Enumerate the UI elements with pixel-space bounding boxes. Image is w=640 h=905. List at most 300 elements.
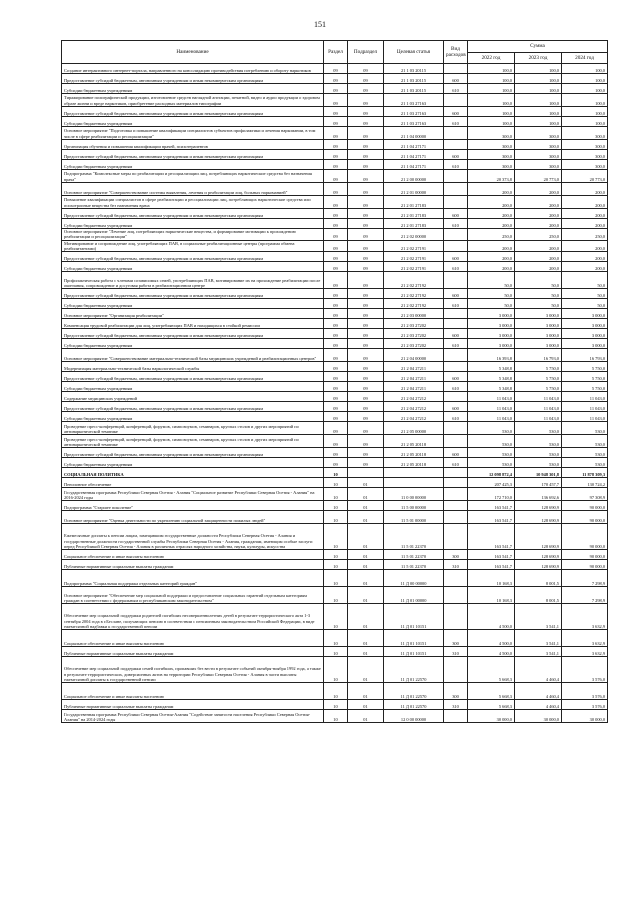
row-amount-2022: 100,0 [468,84,515,94]
row-section: 09 [324,412,348,422]
row-expense-type [444,349,468,362]
row-amount-2023: 3 541,1 [515,604,562,630]
table-row [62,196,608,209]
row-expense-type [444,435,468,448]
header-sum: Сумма [468,41,608,53]
row-amount-2023: 100,0 [515,94,562,107]
row-amount-2022: 300,0 [468,127,515,140]
row-subsection: 09 [348,84,384,94]
row-section: 09 [324,127,348,140]
row-amount-2023: 8 001,5 [515,570,562,587]
row-section: 09 [324,319,348,329]
row-amount-2023: 300,0 [515,160,562,170]
row-name: Субсидии бюджетным учреждениям [62,412,324,422]
row-expense-type: 600 [444,74,468,84]
row-amount-2022: 3 000,0 [468,339,515,349]
row-target: 21 1 03 27163 [384,94,444,107]
row-amount-2023: 200,0 [515,196,562,209]
row-name: Предоставление субсидий бюджетным, автономным учреждениям и иным некоммерческим организациям [62,372,324,382]
row-expense-type: 600 [444,289,468,299]
row-amount-2022: 530,0 [468,458,515,468]
table-row [62,289,608,299]
row-amount-2022: 200,0 [468,262,515,272]
row-section: 10 [324,630,348,647]
row-name: Проведение пресс-конференций, конференций, форумов, симпозиумов, семинаров, круглых столов и других мероприятий по антинаркотической тематике [62,435,324,448]
row-target: 11 5 00 00000 [384,501,444,511]
row-amount-2024: 200,0 [562,196,608,209]
row-target: 11 Д 01 10151 [384,604,444,630]
row-section: 09 [324,458,348,468]
row-amount-2024: 50,0 [562,289,608,299]
row-amount-2022: 163 541,7 [468,560,515,570]
row-name: Создание интерактивного интернет-портала, направленного на консолидацию противодействия потреблению и обороту наркотиков [62,64,324,74]
row-subsection: 09 [348,183,384,196]
row-amount-2023: 200,0 [515,240,562,252]
row-amount-2022: 100,0 [468,94,515,107]
row-subsection: 09 [348,372,384,382]
row-amount-2022: 300,0 [468,150,515,160]
table-row [62,501,608,511]
row-target: 21 1 04 00000 [384,127,444,140]
row-amount-2023: 3 000,0 [515,339,562,349]
row-expense-type [444,570,468,587]
row-expense-type: 610 [444,117,468,127]
row-section: 10 [324,647,348,657]
row-amount-2024: 11 043,0 [562,412,608,422]
row-amount-2024: 3 000,0 [562,339,608,349]
row-name: Государственная программа Республики Северная Осетия-Алания "Содействие занятости населения Республики Северная Осетия-Алания" на 2014-2024 годы [62,710,324,723]
row-expense-type: 600 [444,209,468,219]
row-section: 10 [324,560,348,570]
table-row [62,382,608,392]
row-subsection: 09 [348,196,384,209]
row-expense-type [444,657,468,683]
row-amount-2023: 100,0 [515,74,562,84]
row-expense-type [444,392,468,402]
row-expense-type [444,587,468,604]
row-amount-2024: 530,0 [562,422,608,435]
row-name: Тиражирование полиграфической продукции, изготовление средств наглядной агитации, печатной, видео и аудио продукции о здоровом образе жизни и вреде наркотиков, приобретение расходных материалов типографии [62,94,324,107]
row-target: 11 Д 00 00000 [384,570,444,587]
row-name: Ежемесячные доплаты к пенсии лицам, замещавшим государственные должности Республики Северная Осетия - Алания и государственные должности государственной службы Республики Северная Осетия - Алания, гражданам, имеющим особые заслуги перед Республикой Северная Осетия - Алания в различных отраслях народного хозяйства, науки, культуры, искусства [62,524,324,550]
row-amount-2024: 11 043,0 [562,402,608,412]
table-row [62,309,608,319]
row-amount-2024: 530,0 [562,448,608,458]
row-amount-2022: 3 000,0 [468,309,515,319]
row-amount-2022: 16 393,8 [468,349,515,362]
row-name: Субсидии бюджетным учреждениям [62,339,324,349]
table-row [62,587,608,604]
row-subsection: 09 [348,382,384,392]
row-subsection: 01 [348,478,384,488]
row-amount-2024: 530,0 [562,435,608,448]
row-section: 09 [324,107,348,117]
row-amount-2023: 3 000,0 [515,329,562,339]
row-name: Субсидии бюджетным учреждениям [62,382,324,392]
row-amount-2022: 300,0 [468,160,515,170]
row-subsection: 01 [348,647,384,657]
row-target: 21 2 04 27212 [384,402,444,412]
row-section: 09 [324,402,348,412]
table-row [62,683,608,700]
row-amount-2022: 100,0 [468,74,515,84]
row-amount-2023: 250,0 [515,229,562,241]
row-target: 21 2 02 27191 [384,252,444,262]
row-name: Субсидии бюджетным учреждениям [62,84,324,94]
row-expense-type [444,319,468,329]
row-section: 09 [324,262,348,272]
row-name: Основное мероприятие "Организация реабилитации" [62,309,324,319]
row-amount-2024: 100,0 [562,74,608,84]
table-header [62,41,608,64]
row-section: 09 [324,64,348,74]
row-amount-2023: 128 690,9 [515,524,562,550]
row-subsection: 09 [348,362,384,372]
row-target: 21 1 03 27163 [384,117,444,127]
row-amount-2024: 200,0 [562,262,608,272]
row-amount-2023: 530,0 [515,448,562,458]
row-expense-type: 600 [444,150,468,160]
row-subsection: 09 [348,94,384,107]
row-subsection: 09 [348,329,384,339]
row-amount-2022: 50,0 [468,289,515,299]
row-amount-2023: 4 460,4 [515,700,562,710]
row-subsection: 01 [348,501,384,511]
row-amount-2023: 300,0 [515,150,562,160]
row-subsection: 09 [348,435,384,448]
row-amount-2022: 100,0 [468,64,515,74]
row-amount-2024: 100,0 [562,64,608,74]
row-section: 09 [324,209,348,219]
row-subsection: 09 [348,422,384,435]
row-amount-2024: 3 000,0 [562,309,608,319]
row-expense-type [444,309,468,319]
row-amount-2023: 3 000,0 [515,309,562,319]
row-amount-2022: 4 500,0 [468,630,515,647]
row-amount-2023: 200,0 [515,183,562,196]
row-expense-type: 310 [444,560,468,570]
row-amount-2024: 100,0 [562,117,608,127]
row-name: Предоставление субсидий бюджетным, автономным учреждениям и иным некоммерческим организациям [62,329,324,339]
row-amount-2024: 130 724,2 [562,478,608,488]
row-amount-2023: 11 043,0 [515,392,562,402]
row-subsection: 09 [348,140,384,150]
row-target: 21 2 01 27183 [384,219,444,229]
row-amount-2022: 530,0 [468,448,515,458]
row-target: 11 Д 01 22570 [384,683,444,700]
row-amount-2023: 11 043,0 [515,402,562,412]
row-section: 10 [324,478,348,488]
row-target: 21 2 04 27212 [384,392,444,402]
row-subsection: 09 [348,262,384,272]
row-amount-2024: 90 000,0 [562,550,608,560]
header-subsection: Подраздел [348,41,384,64]
row-amount-2023: 50,0 [515,299,562,309]
table-row [62,64,608,74]
row-target: 11 Д 01 22570 [384,657,444,683]
row-section: 10 [324,710,348,723]
row-subsection: 09 [348,209,384,219]
row-name: Социальное обеспечение и иные выплаты населению [62,630,324,647]
row-amount-2023: 3 541,1 [515,647,562,657]
row-target: 21 2 05 20118 [384,435,444,448]
row-subsection: 09 [348,117,384,127]
row-name: Субсидии бюджетным учреждениям [62,299,324,309]
row-name: Публичные нормативные социальные выплаты гражданам [62,560,324,570]
row-amount-2023: 128 690,9 [515,550,562,560]
row-subsection: 09 [348,127,384,140]
row-amount-2023: 50,0 [515,272,562,289]
header-expense-type: Вид расходов [444,41,468,64]
header-year-2024: 2024 год [562,52,608,64]
row-target: 21 2 01 27183 [384,209,444,219]
row-target: 21 1 04 27171 [384,160,444,170]
row-subsection: 01 [348,488,384,501]
row-expense-type [444,524,468,550]
row-target: 21 2 02 27192 [384,289,444,299]
row-section: 09 [324,219,348,229]
row-name: Основное мероприятие "Оценка деятельности по укреплению социальной защищенности пожилых людей" [62,511,324,524]
row-target: 21 2 03 27202 [384,319,444,329]
table-row [62,319,608,329]
table-row [62,435,608,448]
row-amount-2022: 11 043,0 [468,392,515,402]
row-amount-2024: 3 000,0 [562,329,608,339]
row-amount-2022: 50,0 [468,299,515,309]
row-amount-2022: 5 348,8 [468,382,515,392]
row-amount-2022: 3 000,0 [468,319,515,329]
row-amount-2023: 3 000,0 [515,319,562,329]
row-target: 11 5 01 22370 [384,550,444,560]
row-amount-2022: 30 000,0 [468,710,515,723]
row-name: Организация обучения и повышения квалификации врачей, психотерапевтов [62,140,324,150]
row-amount-2024: 3 632,9 [562,647,608,657]
row-subsection: 09 [348,160,384,170]
row-subsection: 09 [348,392,384,402]
row-amount-2022: 200,0 [468,219,515,229]
row-section: 09 [324,382,348,392]
row-section: 09 [324,74,348,84]
row-name: Содержание медицинских учреждений [62,392,324,402]
row-target: 21 2 05 20118 [384,458,444,468]
row-amount-2024: 16 793,0 [562,349,608,362]
table-row [62,240,608,252]
row-amount-2023: 5 750,0 [515,362,562,372]
row-amount-2023: 11 043,0 [515,412,562,422]
table-row [62,140,608,150]
row-amount-2022: 530,0 [468,435,515,448]
row-expense-type: 610 [444,299,468,309]
row-amount-2024: 90 000,0 [562,501,608,511]
row-expense-type: 600 [444,372,468,382]
row-expense-type [444,240,468,252]
row-amount-2023: 128 690,9 [515,511,562,524]
row-subsection: 01 [348,683,384,700]
row-amount-2024: 100,0 [562,94,608,107]
row-name: Предоставление субсидий бюджетным, автономным учреждениям и иным некоммерческим организациям [62,107,324,117]
row-expense-type: 610 [444,382,468,392]
row-amount-2022: 207 425,3 [468,478,515,488]
row-name: Субсидии бюджетным учреждениям [62,458,324,468]
row-section: 10 [324,488,348,501]
table-row [62,329,608,339]
table-row [62,183,608,196]
row-expense-type [444,94,468,107]
row-expense-type [444,64,468,74]
table-row [62,209,608,219]
row-amount-2023: 20 773,0 [515,170,562,183]
row-expense-type: 600 [444,107,468,117]
row-amount-2023: 530,0 [515,435,562,448]
row-target: 21 2 02 27192 [384,272,444,289]
row-expense-type [444,478,468,488]
table-row [62,229,608,241]
row-target: 21 1 03 27163 [384,107,444,117]
row-subsection: 09 [348,412,384,422]
row-amount-2022: 12 098 872,4 [468,468,515,478]
row-target [384,478,444,488]
row-subsection: 09 [348,272,384,289]
row-expense-type: 610 [444,339,468,349]
row-expense-type [444,140,468,150]
row-section: 10 [324,550,348,560]
table-row [62,372,608,382]
table-row [62,349,608,362]
row-target: 21 2 05 00000 [384,422,444,435]
row-section: 09 [324,309,348,319]
row-expense-type: 610 [444,458,468,468]
table-row [62,117,608,127]
row-expense-type [444,422,468,435]
row-expense-type: 300 [444,550,468,560]
table-row [62,710,608,723]
row-expense-type: 300 [444,630,468,647]
row-section: 10 [324,683,348,700]
row-target: 21 2 01 27183 [384,196,444,209]
row-target: 21 2 05 20118 [384,448,444,458]
row-target: 11 0 00 00000 [384,488,444,501]
row-name: Социальное обеспечение и иные выплаты населению [62,683,324,700]
table-row [62,219,608,229]
row-amount-2023: 128 690,9 [515,501,562,511]
row-expense-type: 310 [444,700,468,710]
table-row [62,252,608,262]
row-amount-2022: 5 348,8 [468,362,515,372]
row-section: 09 [324,252,348,262]
row-amount-2022: 200,0 [468,209,515,219]
row-section: 09 [324,240,348,252]
row-section: 09 [324,349,348,362]
row-section: 09 [324,272,348,289]
row-name: Субсидии бюджетным учреждениям [62,262,324,272]
table-row [62,262,608,272]
header-target: Целевая статья [384,41,444,64]
row-section: 09 [324,329,348,339]
row-section: 09 [324,299,348,309]
row-subsection: 09 [348,219,384,229]
row-subsection: 01 [348,560,384,570]
table-row [62,560,608,570]
row-expense-type: 610 [444,219,468,229]
row-name: Основное мероприятие "Совершенствование материально-технической базы медицинских учреждений и реабилитационных центров" [62,349,324,362]
row-amount-2022: 200,0 [468,240,515,252]
row-amount-2023: 136 692,6 [515,488,562,501]
row-amount-2023: 3 541,1 [515,630,562,647]
row-section: 10 [324,501,348,511]
row-target: 21 2 02 27191 [384,262,444,272]
row-section: 10 [324,570,348,587]
row-subsection: 09 [348,458,384,468]
row-amount-2023: 530,0 [515,422,562,435]
row-section: 09 [324,229,348,241]
row-section: 10 [324,604,348,630]
row-amount-2022: 11 043,0 [468,412,515,422]
row-amount-2024: 5 750,0 [562,382,608,392]
row-subsection: 01 [348,511,384,524]
row-expense-type [444,710,468,723]
row-amount-2023: 300,0 [515,127,562,140]
row-amount-2022: 163 541,7 [468,511,515,524]
row-amount-2024: 3 576,0 [562,657,608,683]
row-expense-type [444,488,468,501]
table-row [62,150,608,160]
row-section: 09 [324,183,348,196]
row-amount-2022: 5 348,8 [468,372,515,382]
row-amount-2024: 200,0 [562,219,608,229]
row-amount-2024: 300,0 [562,150,608,160]
row-target: 21 1 04 27171 [384,150,444,160]
row-section: 09 [324,84,348,94]
row-subsection: 09 [348,309,384,319]
row-section: 09 [324,289,348,299]
row-name: Основное мероприятие "Совершенствование системы выявления, лечения и реабилитации лиц, больных наркоманией" [62,183,324,196]
row-subsection: 09 [348,448,384,458]
table-row [62,339,608,349]
row-name: Предоставление субсидий бюджетным, автономным учреждениям и иным некоммерческим организациям [62,252,324,262]
row-section: 09 [324,422,348,435]
row-amount-2023: 128 690,9 [515,560,562,570]
row-amount-2023: 30 000,0 [515,710,562,723]
row-target: 11 5 01 22370 [384,524,444,550]
row-name: Основное мероприятие "Лечение лиц, потребляющих наркотические вещества, и формирование мотивации к прохождению реабилитации и ресоциализации" [62,229,324,241]
row-amount-2022: 200,0 [468,196,515,209]
row-section: 10 [324,587,348,604]
row-name: Подпрограмма "Социальная поддержка отдельных категорий граждан" [62,570,324,587]
row-name: Субсидии бюджетным учреждениям [62,117,324,127]
row-expense-type: 600 [444,252,468,262]
row-subsection: 01 [348,570,384,587]
row-name: Подпрограмма "Комплексные меры по реабилитации и ресоциализации лиц, потребляющих наркотические средства без назначения врача" [62,170,324,183]
row-name: Профилактическая работа с членами созависимых семей, употребляющих ПАВ, мотивирование их на прохождение реабилитации после окончания, сопровождение и досуговая работа в реабилитационном центре [62,272,324,289]
row-expense-type [444,272,468,289]
row-amount-2024: 3 576,0 [562,683,608,700]
row-expense-type [444,229,468,241]
row-amount-2022: 50,0 [468,272,515,289]
row-amount-2024: 5 750,0 [562,362,608,372]
row-amount-2023: 200,0 [515,252,562,262]
row-amount-2023: 100,0 [515,107,562,117]
row-amount-2023: 300,0 [515,140,562,150]
row-name: Мотивирование и сопровождение лиц, употребляющих ПАВ, в социальные реабилитационные центры (программа обмена реабилитантами) [62,240,324,252]
row-amount-2023: 100,0 [515,117,562,127]
row-name: Государственная программа Республики Северная Осетия - Алания "Социальное развитие Республики Северная Осетия - Алания" на 2016-2024 годы [62,488,324,501]
table-row [62,160,608,170]
row-target: 21 2 04 27211 [384,382,444,392]
row-amount-2023: 16 793,0 [515,349,562,362]
row-section: 09 [324,448,348,458]
row-subsection: 01 [348,587,384,604]
row-amount-2024: 7 298,9 [562,570,608,587]
